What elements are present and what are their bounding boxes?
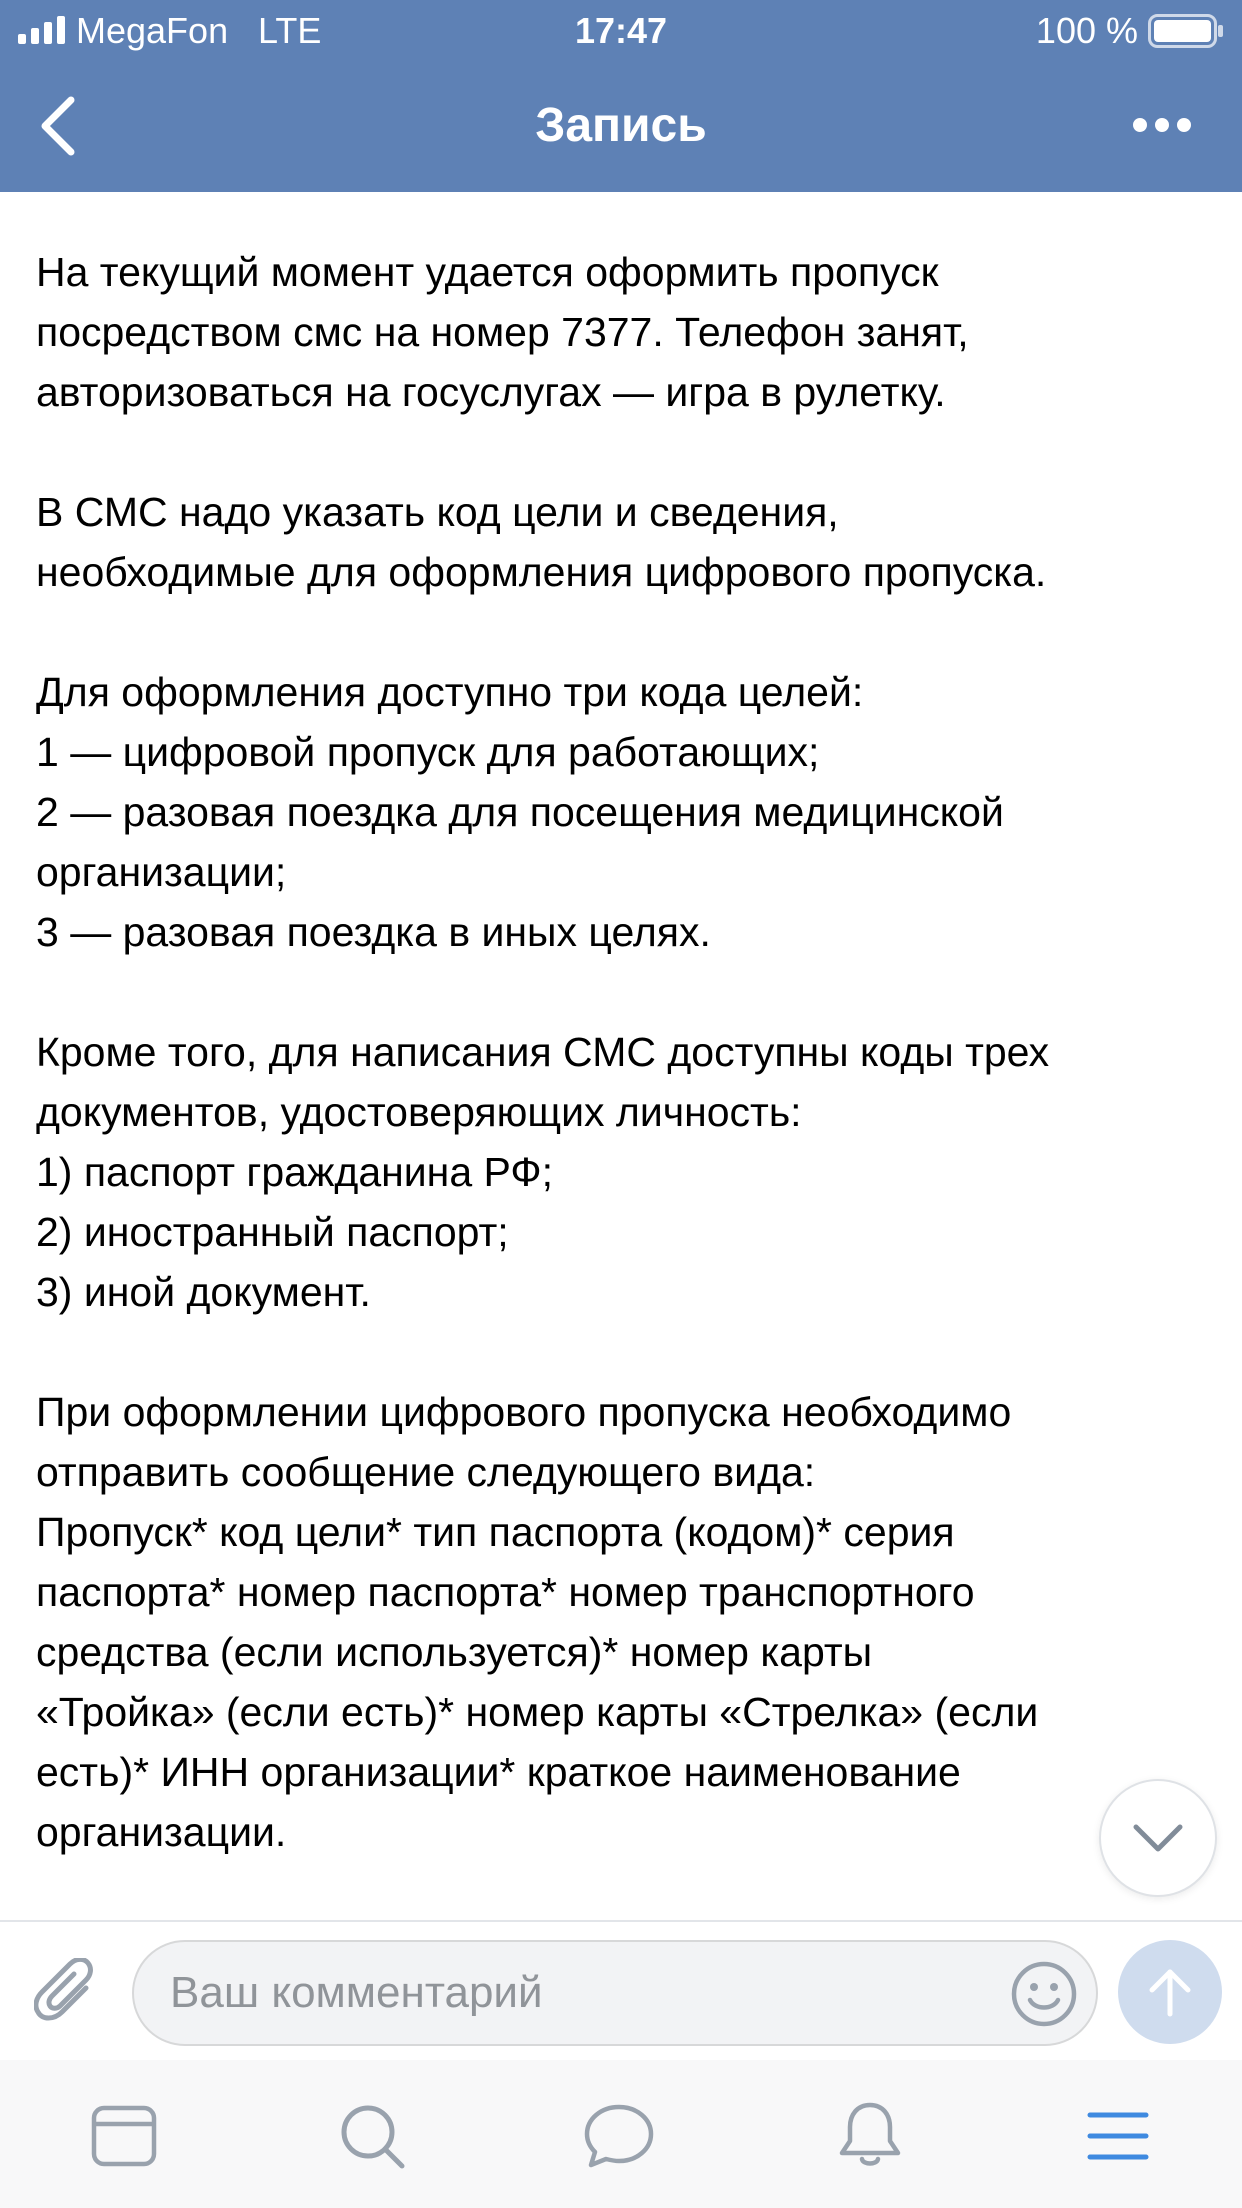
attach-button[interactable] xyxy=(30,1956,102,2028)
status-time: 17:47 xyxy=(574,10,668,51)
post-line: 1) паспорт гражданина РФ; xyxy=(36,1149,553,1195)
post-line: 2) иностранный паспорт; xyxy=(36,1209,509,1255)
post-line: необходимые для оформления цифрового пропуска. xyxy=(36,549,1047,595)
post-line: Для оформления доступно три кода целей: xyxy=(36,669,864,715)
post-paragraph xyxy=(36,1382,1216,1862)
tab-bar xyxy=(0,2060,1242,2208)
post-line: посредством смс на номер 7377. Телефон занят, xyxy=(36,309,969,355)
smiley-icon xyxy=(1010,1960,1078,2028)
paperclip-icon xyxy=(34,1958,98,2026)
status-bar xyxy=(0,0,1242,62)
comment-composer xyxy=(0,1920,1242,2060)
post-line: «Тройка» (если есть)* номер карты «Стрелка» (если xyxy=(36,1689,1039,1735)
tab-menu[interactable] xyxy=(1082,2100,1154,2172)
comment-field xyxy=(132,1940,1098,2046)
post-line: Пропуск* код цели* тип паспорта (кодом)* серия xyxy=(36,1509,955,1555)
post-line: 1 — цифровой пропуск для работающих; xyxy=(36,729,820,775)
scroll-down-button[interactable] xyxy=(1099,1779,1217,1897)
post-line: организации. xyxy=(36,1809,287,1855)
post-line: организации; xyxy=(36,849,287,895)
post-line: 3 — разовая поездка в иных целях. xyxy=(36,909,711,955)
post-line: 2 — разовая поездка для посещения медицинской xyxy=(36,789,1004,835)
emoji-button[interactable] xyxy=(1010,1960,1078,2028)
tab-notifications[interactable] xyxy=(834,2100,906,2172)
tab-messages[interactable] xyxy=(583,2100,655,2172)
send-button[interactable] xyxy=(1118,1940,1222,2044)
messages-icon xyxy=(583,2103,655,2169)
arrow-up-icon xyxy=(1148,1966,1192,2018)
search-icon xyxy=(338,2102,406,2170)
tab-search[interactable] xyxy=(336,2100,408,2172)
post-line: На текущий момент удается оформить пропуск xyxy=(36,249,939,295)
post-line: есть)* ИНН организации* краткое наименование xyxy=(36,1749,961,1795)
post-paragraph xyxy=(36,482,1216,602)
post-line: авторизоваться на госуслугах — игра в рулетку. xyxy=(36,369,946,415)
battery-icon xyxy=(1148,14,1224,48)
network-type: LTE xyxy=(258,10,322,51)
chevron-down-icon xyxy=(1132,1823,1184,1853)
post-line: При оформлении цифрового пропуска необходимо xyxy=(36,1389,1012,1435)
post-line: средства (если используется)* номер карты xyxy=(36,1629,873,1675)
post-line: паспорта* номер паспорта* номер транспортного xyxy=(36,1569,975,1615)
carrier-name: MegaFon xyxy=(76,10,229,51)
tab-news[interactable] xyxy=(88,2100,160,2172)
post-paragraph xyxy=(36,242,1216,422)
battery-percent: 100 % xyxy=(1035,10,1138,51)
post-line: В СМС надо указать код цели и сведения, xyxy=(36,489,839,535)
page-title: Запись xyxy=(535,99,707,152)
comment-input[interactable] xyxy=(170,1942,990,2044)
more-button[interactable] xyxy=(1122,98,1202,152)
post-line: отправить сообщение следующего вида: xyxy=(36,1449,816,1495)
post-paragraph xyxy=(36,662,1216,962)
notifications-icon xyxy=(838,2101,902,2171)
nav-header xyxy=(0,62,1242,192)
news-icon xyxy=(91,2105,157,2167)
post-paragraph xyxy=(36,1022,1216,1322)
top-bar xyxy=(0,0,1242,192)
post-text xyxy=(36,242,1216,1862)
post-line: 3) иной документ. xyxy=(36,1269,371,1315)
post-line: Кроме того, для написания СМС доступны коды трех xyxy=(36,1029,1050,1075)
menu-icon xyxy=(1087,2110,1149,2162)
more-dots-icon xyxy=(1132,117,1192,133)
post-line: документов, удостоверяющих личность: xyxy=(36,1089,802,1135)
